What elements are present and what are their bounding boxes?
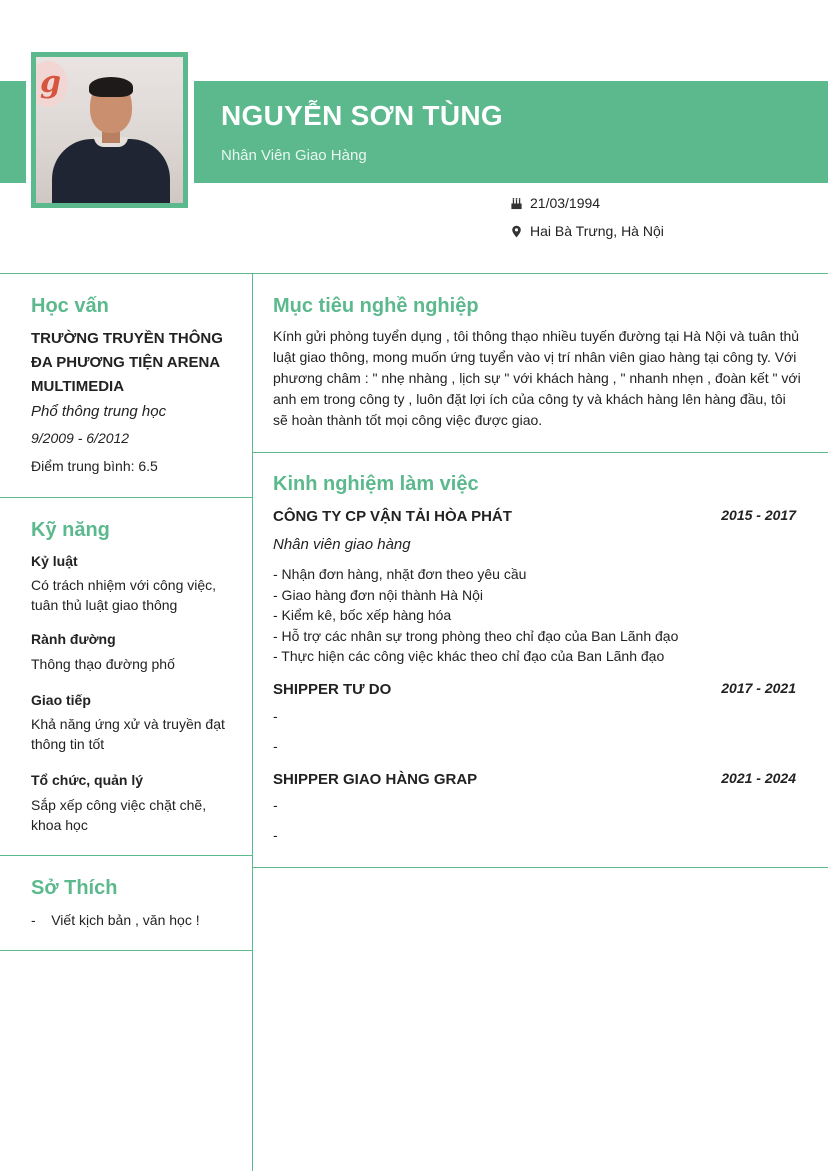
header-divider bbox=[0, 273, 828, 274]
skill-description: Có trách nhiệm với công việc, tuân thủ luật giao thông bbox=[31, 577, 217, 613]
job-duty: - bbox=[273, 797, 278, 813]
candidate-name: NGUYỄN SƠN TÙNG bbox=[221, 100, 503, 131]
header-band bbox=[194, 81, 828, 183]
birthday-row bbox=[510, 195, 600, 211]
header-band-left bbox=[0, 81, 26, 183]
cake-icon bbox=[510, 197, 523, 210]
education-degree: Phổ thông trung học bbox=[31, 403, 167, 420]
experience-heading: Kinh nghiệm làm việc bbox=[273, 473, 479, 495]
job-company: SHIPPER GIAO HÀNG GRAP bbox=[273, 771, 478, 788]
job-period: 2021 - 2024 bbox=[721, 770, 796, 786]
skills-divider bbox=[0, 855, 252, 856]
job-duty: - bbox=[273, 738, 278, 754]
job-duty: - Thực hiện các công việc khác theo chỉ đạo của Ban Lãnh đạo bbox=[273, 648, 665, 665]
skill-name: Rành đường bbox=[31, 631, 116, 647]
job-duty: - Giao hàng đơn nội thành Hà Nội bbox=[273, 586, 483, 603]
experience-divider bbox=[253, 867, 828, 868]
job-duty: - Kiểm kê, bốc xếp hàng hóa bbox=[273, 607, 452, 624]
skill-description: Sắp xếp công việc chặt chẽ, khoa học bbox=[31, 797, 207, 833]
job-company: CÔNG TY CP VẬN TẢI HÒA PHÁT bbox=[273, 508, 512, 525]
hobby-item: - Viết kịch bản , văn học ! bbox=[31, 912, 200, 928]
objective-heading: Mục tiêu nghề nghiệp bbox=[273, 295, 479, 317]
photo-sign-letter: g bbox=[40, 65, 61, 100]
birthday-value: 21/03/1994 bbox=[530, 195, 601, 211]
address-row bbox=[510, 223, 664, 239]
job-role: Nhân viên giao hàng bbox=[273, 536, 411, 553]
address-value: Hai Bà Trưng, Hà Nội bbox=[530, 223, 664, 239]
column-divider bbox=[252, 273, 253, 1171]
profile-photo-frame bbox=[31, 52, 188, 208]
hobbies-heading: Sở Thích bbox=[31, 877, 118, 899]
job-period: 2017 - 2021 bbox=[721, 680, 796, 696]
skill-name: Tổ chức, quản lý bbox=[31, 772, 144, 788]
education-period: 9/2009 - 6/2012 bbox=[31, 430, 130, 446]
skill-description: Thông thạo đường phố bbox=[31, 656, 175, 672]
skills-heading: Kỹ năng bbox=[31, 519, 110, 541]
job-period: 2015 - 2017 bbox=[721, 507, 796, 523]
job-duty: - Hỗ trợ các nhân sự trong phòng theo chỉ đạo của Ban Lãnh đạo bbox=[273, 627, 679, 644]
job-duty: - bbox=[273, 827, 278, 843]
skill-name: Giao tiếp bbox=[31, 692, 91, 708]
candidate-position: Nhân Viên Giao Hàng bbox=[221, 147, 367, 164]
objective-text: Kính gửi phòng tuyển dụng , tôi thông thạo nhiều tuyến đường tại Hà Nội và tuân thủ luật giao thông, mong muốn ứng tuyển vào vị trí nhân viên giao hàng tại công ty. Với phương châm : " nhẹ nhàng , lịch sự " với khách hàng , " nhanh nhẹn , đoàn kết " với anh em trong công ty , luôn đặt lợi ích của công ty và khách hàng lên hàng đầu, tôi sẽ hoàn thành tốt mọi công việc được giao. bbox=[273, 328, 801, 428]
job-company: SHIPPER TƯ DO bbox=[273, 681, 392, 698]
education-heading: Học vấn bbox=[31, 295, 109, 317]
photo-person-hair bbox=[89, 77, 133, 97]
job-duties bbox=[273, 564, 678, 667]
location-pin-icon bbox=[510, 225, 523, 238]
skill-name: Kỷ luật bbox=[31, 553, 78, 569]
education-school: TRƯỜNG TRUYỀN THÔNG ĐA PHƯƠNG TIỆN ARENA MULTIMEDIA bbox=[31, 330, 223, 395]
skill-description: Khả năng ứng xử và truyền đạt thông tin tốt bbox=[31, 716, 225, 752]
profile-photo bbox=[36, 57, 183, 203]
education-gpa: Điểm trung bình: 6.5 bbox=[31, 458, 158, 474]
education-divider bbox=[0, 497, 252, 498]
objective-divider bbox=[253, 452, 828, 453]
photo-person-body bbox=[52, 139, 170, 203]
hobbies-divider bbox=[0, 950, 252, 951]
job-duty: - Nhận đơn hàng, nhặt đơn theo yêu cầu bbox=[273, 566, 527, 582]
job-duty: - bbox=[273, 708, 278, 724]
